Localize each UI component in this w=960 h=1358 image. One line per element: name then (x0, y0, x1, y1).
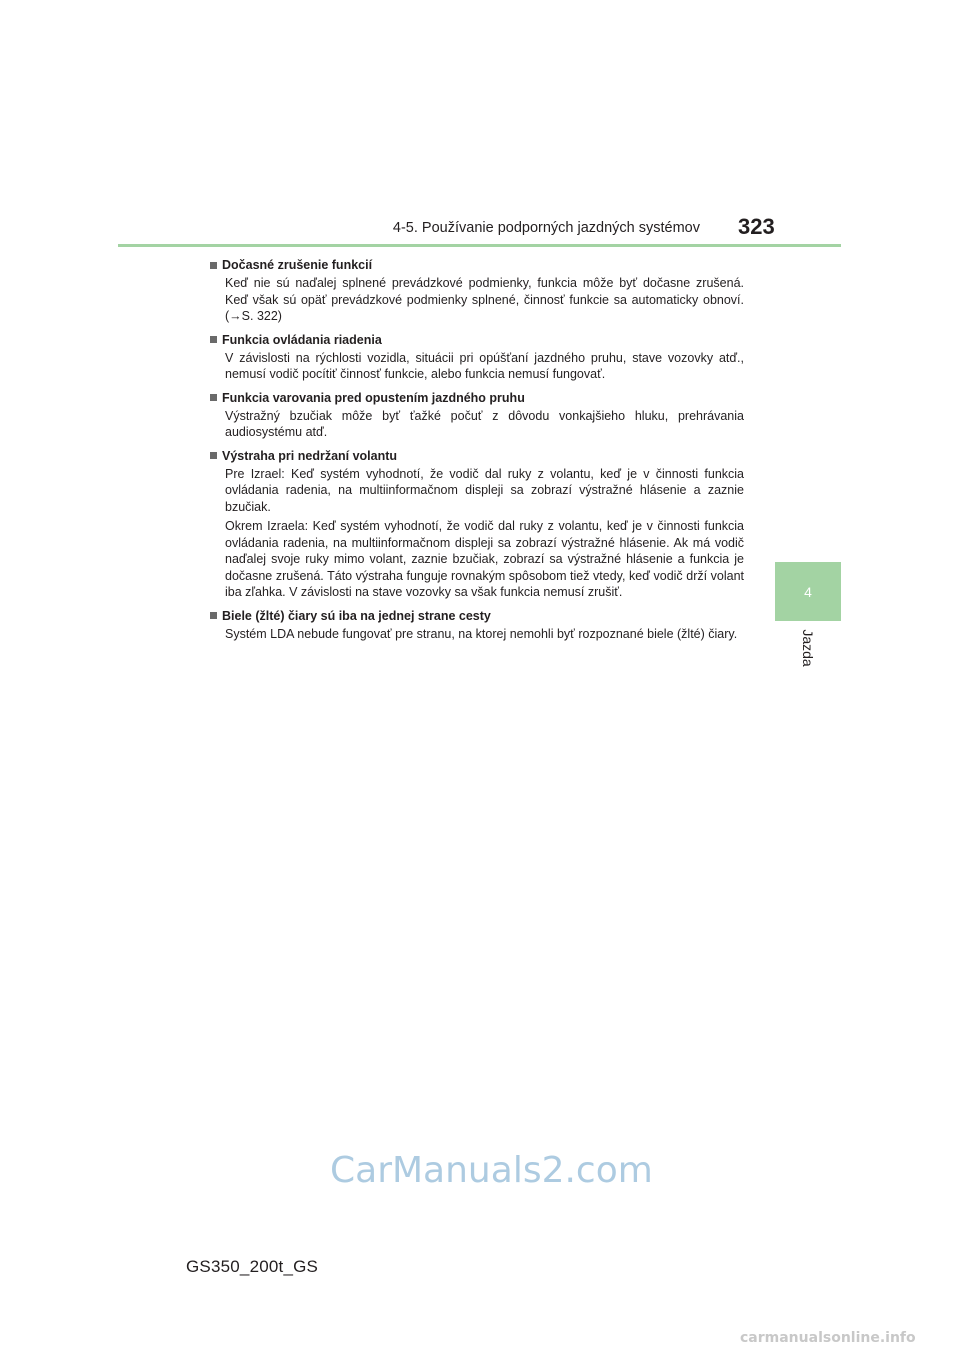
section-header-title: 4-5. Používanie podporných jazdných systémov (392, 220, 700, 236)
chapter-number: 4 (804, 583, 812, 600)
square-bullet-icon (210, 452, 217, 459)
section-paragraph: V závislosti na rýchlosti vozidla, situácii pri opúšťaní jazdného pruhu, stave vozovky atď., nemusí vodič pocítiť činnosť funkcie, alebo funkcia nemusí fungovať. (225, 350, 744, 381)
section-heading-text: Funkcia varovania pred opustením jazdného pruhu (222, 390, 525, 405)
watermark-carmanualsonline: carmanualsonline.info (740, 1330, 916, 1346)
square-bullet-icon (210, 612, 217, 619)
section-temporary-cancel (210, 256, 744, 325)
square-bullet-icon (210, 394, 217, 401)
watermark-carmanuals2: CarManuals2.com (330, 1150, 653, 1191)
section-paragraph: Pre Izrael: Keď systém vyhodnotí, že vodič dal ruky z volantu, keď je v činnosti funkcia ovládania radenia, na multiinformačnom displeji sa zobrazí výstražné hlásenie a zaznie bzučiak. (225, 466, 744, 514)
square-bullet-icon (210, 336, 217, 343)
section-heading-text: Dočasné zrušenie funkcií (222, 258, 373, 272)
section-paragraph: Okrem Izraela: Keď systém vyhodnotí, že vodič dal ruky z volantu, keď je v činnosti funkcia ovládania radenia, na multiinformačnom displeji sa zobrazí výstražné hlásenie. Ak má vodič naďalej svoje ruky mimo volant, zaznie bzučiak, zobrazí sa výstražné hlásenie a funkcia je dočasne zrušená. Táto výstraha funguje rovnakým spôsobom tiež vtedy, keď vodič drží volant iba zľahka. V závislosti na stave vozovky sa však funkcia nemusí zrušiť. (225, 519, 744, 599)
footer-model-code: GS350_200t_GS (186, 1257, 319, 1276)
chapter-label: Jazda (800, 629, 816, 667)
section-paragraph: Systém LDA nebude fungovať pre stranu, na ktorej nemohli byť rozpoznané biele (žlté) čiary. (225, 626, 738, 641)
page-content (210, 256, 744, 648)
section-heading-text: Funkcia ovládania riadenia (222, 332, 382, 347)
section-one-side-lines (210, 607, 744, 643)
section-paragraph: Keď nie sú naďalej splnené prevádzkové podmienky, funkcia môže byť dočasne zrušená. Keď však sú opäť prevádzkové podmienky splnené, činnosť funkcie sa automaticky obnoví. (→S. 322) (225, 276, 744, 323)
section-heading (210, 256, 744, 274)
section-lane-departure-warning (210, 389, 744, 441)
section-steering-control (210, 331, 744, 383)
square-bullet-icon (210, 262, 217, 269)
chapter-tab (775, 562, 841, 621)
header-divider (118, 244, 841, 247)
section-heading (210, 389, 744, 407)
section-heading-text: Biele (žlté) čiary sú iba na jednej strane cesty (222, 608, 491, 623)
section-heading (210, 331, 744, 349)
section-heading (210, 607, 744, 625)
section-hands-off-warning (210, 447, 744, 601)
section-heading-text: Výstraha pri nedržaní volantu (222, 448, 398, 463)
page-number: 323 (738, 214, 775, 239)
section-paragraph: Výstražný bzučiak môže byť ťažké počuť z dôvodu vonkajšieho hluku, prehrávania audiosystému atď. (225, 408, 744, 439)
section-heading (210, 447, 744, 465)
